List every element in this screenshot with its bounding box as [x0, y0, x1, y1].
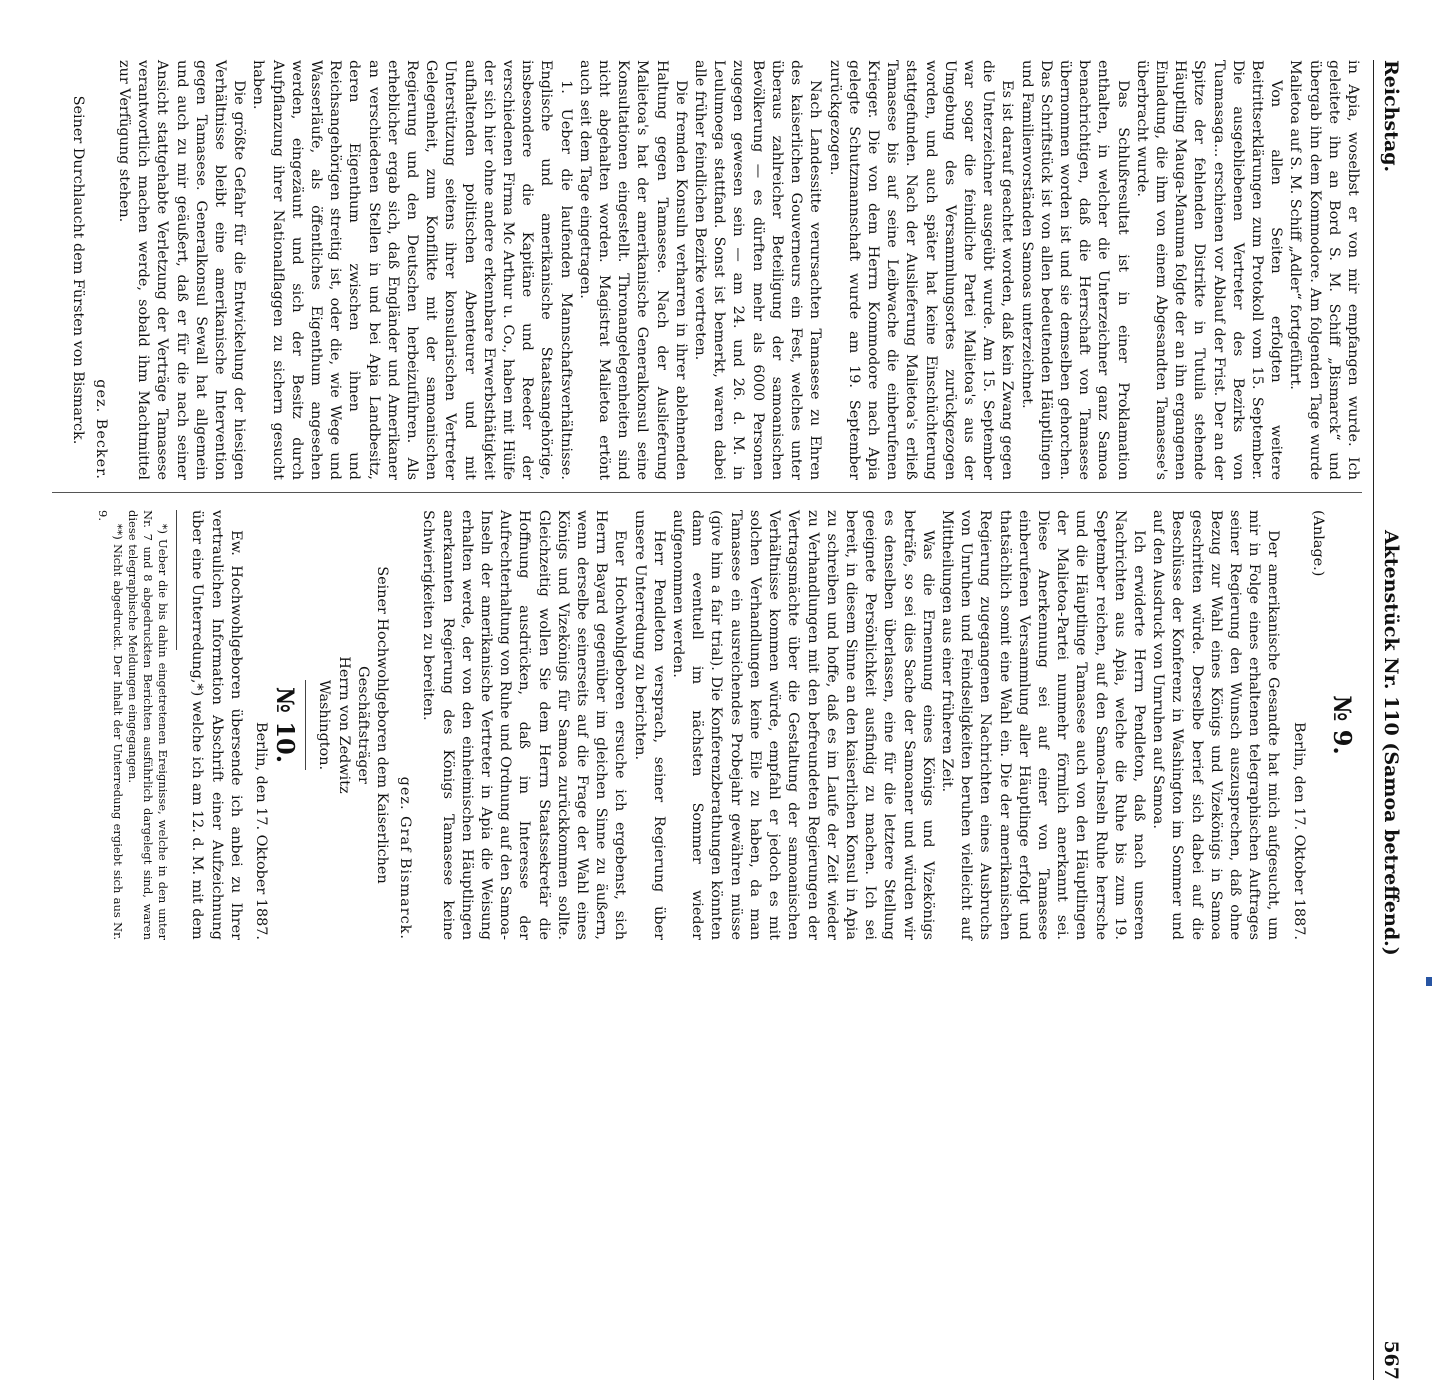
digitization-credit — [1418, 620, 1432, 1000]
paragraph: Herr Pendleton versprach, seiner Regierung über unsere Unterredung zu berichten. — [631, 510, 667, 940]
document-number: № 9. — [1328, 695, 1357, 755]
signature: gez. Becker. — [92, 379, 109, 480]
separator-rule — [305, 680, 306, 770]
paragraph: in Apia, woselbst er von mir empfangen wurde. Ich geleitete ihn an Bord S. M. Schiff „Bismarck“ und übergab ihn dem Kommodore. Am folgenden Tage wurde Malietoa auf S. M. Schiff „Adler“ fortgeführt. — [1287, 60, 1361, 480]
paragraph: Nach Landessitte verursachten Tamasese zu Ehren des kaiserlichen Gouverneurs ein Fest, welches unter überaus zahlreicher Beteiligung der samoanischen Bevölkerung — es dürften mehr als 6000 Personen zugegen gewesen sein — am 24. und 26. d. M. in Leulumoega stattfand. Sonst ist bemerkt, waren dabei alle früher feindlichen Bezirke vertreten. — [692, 60, 824, 480]
document-date: Berlin, den 17. Oktober 1887. — [1290, 722, 1307, 940]
paragraph: 1. Ueber die laufenden Mannschaftsverhältnisse. Englische und amerikanische Staatsangehörige, insbesondere die Kapitäne und Reeder der verschiedenen Firma Mc Arthur u. Co., haben mit Hülfe der sich hier ohne andere erkennbare Erwerbsthätigkeit aufhaltenden politischen Abenteurer und mit Unterstützung seitens ihrer konsularischen Vertreter Gelegenheit, zum Konflikte mit der samoanischen Regierung und den Deutschen herbeizuführen. Als erheblicher ergab sich, daß Engländer und Amerikaner an verschiedenen Stellen in und bei Apia Landbesitz, deren Eigenthum zwischen ihnen und Reichsangehörigen streitig ist, oder die, wie Wege und Wasserläufe, als öffentliches Eigenthum angesehen werden, eingezäunt und sich der Besitz durch Aufpflanzung ihrer Nationalflaggen zu sichern gesucht haben. — [250, 60, 574, 480]
document-date: Berlin, den 17. Oktober 1887. — [253, 722, 270, 940]
paragraph: Ew. Hochwohlgeboren übersende ich anbei zu Ihrer vertraulichen Information Abschrift einer Aufzeichnung über eine Unterredung,*) welche ich am 12. d. M. mit dem — [189, 510, 244, 940]
paragraph: Von allen Seiten erfolgten weitere Beitrittserklärungen zum Protokoll vom 15. September. Die ausgebliebenen Vertreter des Bezirks von Tuamasaga... erschienen vor Ablauf der Frist. Der an der Spitze der fehlenden Distrikte in Tutuila stehende Häuptling Mauga-Manuma folgte der an ihn ergangenen Einladung, die ihm von einem Abgesandten Tamasese's überbracht wurde. — [1133, 60, 1285, 480]
addressee: Seiner Durchlaucht dem Fürsten von Bismarck. — [69, 95, 86, 445]
column-divider — [52, 492, 1362, 493]
paragraph: Ich erwiderte Herrn Pendleton, daß nach unseren Nachrichten aus Apia, welche die Ruhe bis zum 19. September reichen, auf den Samoa-Inseln Ruhe herrsche und die Häuptlinge Tamasese auch von den Häuptlingen der Malietoa-Partei nunmehr förmlich anerkannt sei. Diese Anerkennung sei auf einer von Tamasese einberufenen Versammlung aller Häuptlinge erfolgt und thatsächlich somit eine Wahl ein. Die der amerikanischen Regierung zugegangenen Nachrichten eines Ausbruchs von Unruhen und Feindseligkeiten beruhen vielleicht auf Mittheilungen aus einer früheren Zeit. — [938, 510, 1147, 940]
left-column — [67, 60, 1362, 480]
addressee-place: Washington. — [316, 679, 333, 771]
footnote: **) Nicht abgedruckt. Der Inhalt der Unterredung ergiebt sich aus Nr. 9. — [96, 510, 126, 940]
page-header — [1373, 60, 1404, 1380]
paragraph: Was die Ernennung eines Königs und Vizekönigs beträfe, so sei dies Sache der Samoaner und würden wir es denselben überlassen, eine für die letztere Stellung geeignete Persönlichkeit ausfindig zu machen. Ich sei bereit, in diesem Sinne an den kaiserlichen Konsul in Apia zu schreiben und hoffe, daß es im Laufe der Zeit wieder zu Verhandlungen mit den befreundeten Regierungen der Vertragsmächte über die Gestaltung der samoanischen Verhältnisse kommen würde, empfahl er jedoch es mit solchen Verhandlungen keine Eile zu haben, da man Tamasese ein ausreichendes Probejahr gewähren müsse (give him a fair trial). Die Konferenzberathungen könnten dann eventuell im nächsten Sommer wieder aufgenommen werden. — [670, 510, 936, 940]
addressee-line: Seiner Hochwohlgeboren dem Kaiserlichen Geschäftsträger — [354, 566, 391, 884]
footnote: *) Ueber die bis dahin eingetretenen Ereignisse, welche in den unter Nr. 7 und 8 abgedruckten Berichten ausführlich dargelegt sind, waren diese telegraphische Meldungen eingegangen. — [126, 510, 171, 940]
signature: gez. Graf Bismarck. — [397, 776, 414, 940]
annex-label: (Anlage.) — [1309, 510, 1326, 577]
paragraph: Der amerikanische Gesandte hat mich aufgesucht, um mir in Folge eines erhaltenen telegraphischen Auftrages seiner Regierung den Wunsch auszusprechen, daß ohne Bezug zur Wahl eines Königs und Vizekönigs in Samoa geschritten würde. Derselbe berief sich dabei auf die Beschlüsse der Konferenz in Washington im Sommer und auf den Ausdruck von Umruhen auf Samoa. — [1150, 510, 1282, 940]
right-column — [95, 510, 1362, 940]
header-left: Reichstag. — [1380, 60, 1402, 173]
paragraph: Das Schlußresultat ist in einer Proklamation enthalten, in welcher die Unterzeichner ganz Samoa benachrichtigen, daß die Herrschaft von Tamasese übernommen worden ist und sie demselben gehorchen. Das Schriftstück ist von allen bedeutenden Häuptlingen und Familienvorständen Samoas unterzeichnet. — [1018, 60, 1131, 480]
paragraph: Die größte Gefahr für die Entwickelung der hiesigen Verhältnisse bleibt eine amerikanische Intervention gegen Tamasese. Generalkonsul Sewall hat allgemein und auch zu mir geäußert, daß er für die nach seiner Ansicht stattgehabte Verletzung der Verträge Tamasese verantwortlich machen werde, sobald ihm Machtmittel zur Verfügung stehen. — [116, 60, 248, 480]
header-title: Aktenstück Nr. 110 (Samoa betreffend.) — [1380, 530, 1402, 956]
page-number: 567 — [1380, 1340, 1402, 1380]
footnote-rule — [176, 510, 177, 650]
dfg-logo — [1426, 977, 1432, 986]
paragraph: Es ist darauf geachtet worden, daß kein Zwang gegen die Unterzeichner ausgeübt wurde. Am 15. September war sogar die feindliche Partei Malietoa's aus der Umgebung des Versammlungsortes zurückgezogen worden, und auch später hat keine Einschüchterung stattgefunden. Nach der Auslieferung Malietoa's erließ Tamasese bis auf seine Leibwache die einberufenen Krieger. Die von dem Herrn Kommodore nach Apia gelegte Schutzmannschaft wurde am 19. September zurückgezogen. — [826, 60, 1016, 480]
addressee-name: Herrn von Zedwitz — [335, 656, 352, 794]
document-number: № 10. — [271, 686, 301, 764]
paragraph: Euer Hochwohlgeboren ersuche ich ergebenst, sich Herrn Bayard gegenüber im gleichen Sinne zu äußern, wenn derselbe seinerseits auf die Frage der Wahl eines Königs und Vizekönigs für Samoa zurückkommen sollte. Gleichzeitig wollen Sie dem Herrn Staatssekretär die Hoffnung ausdrücken, daß im Interesse der Aufrechterhaltung von Ruhe und Ordnung auf den Samoa-Inseln der amerikanische Vertreter in Apia die Weisung erhalten werde, der von den einheimischen Häuptlingen anerkannten Regierung des Königs Tamasese keine Schwierigkeiten zu bereiten. — [420, 510, 629, 940]
paragraph: Die fremden Konsuln verharren in ihrer ablehnenden Haltung gegen Tamasese. Nach der Auslieferung Malietoa's hat der amerikanische Generalkonsul seine Konsultationen eingestellt. Thronangelegenheiten sind nicht abgehalten worden. Magistrat Malietoa ertönt auch seit dem Tage eingetragen. — [576, 60, 689, 480]
